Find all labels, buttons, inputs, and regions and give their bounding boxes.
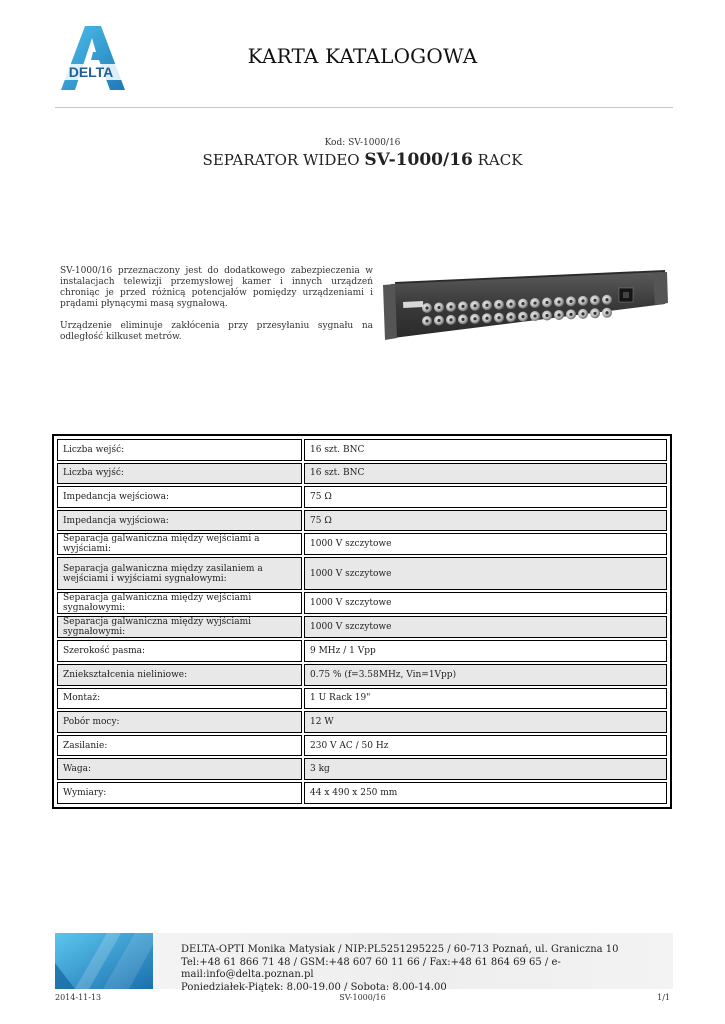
- spec-row: [57, 735, 667, 757]
- delta-logo: [55, 24, 127, 94]
- spec-label: Zasilanie:: [57, 735, 302, 757]
- spec-row: [57, 486, 667, 508]
- spec-label: Separacja galwaniczna między wejściami sygnałowymi:: [57, 592, 302, 614]
- spec-row: [57, 439, 667, 461]
- spec-label: Waga:: [57, 758, 302, 780]
- header-divider: [55, 107, 673, 108]
- spec-value: 16 szt. BNC: [304, 463, 667, 485]
- spec-label: Separacja galwaniczna między zasilaniem a wejściami i wyjściami sygnałowymi:: [57, 557, 302, 590]
- spec-value: 1000 V szczytowe: [304, 533, 667, 555]
- spec-row: [57, 758, 667, 780]
- spec-row: [57, 557, 667, 590]
- spec-value: 1000 V szczytowe: [304, 592, 667, 614]
- spec-value: 9 MHz / 1 Vpp: [304, 640, 667, 662]
- description-paragraph-2: Urządzenie eliminuje zakłócenia przy przesyłaniu sygnału na odległość kilkuset metrów.: [60, 321, 373, 342]
- spec-row: [57, 782, 667, 804]
- spec-row: [57, 640, 667, 662]
- spec-value: 3 kg: [304, 758, 667, 780]
- company-contact: [181, 944, 671, 994]
- company-phones: Tel:+48 61 866 71 48 / GSM:+48 607 60 11 66 / Fax:+48 61 864 69 65 / e-mail:info@delta.poznan.pl: [181, 956, 561, 980]
- spec-row: [57, 463, 667, 485]
- spec-value: 75 Ω: [304, 510, 667, 532]
- spec-value: 75 Ω: [304, 486, 667, 508]
- spec-row: [57, 688, 667, 710]
- product-description: [60, 266, 373, 354]
- spec-label: Separacja galwaniczna między wyjściami sygnałowymi:: [57, 616, 302, 638]
- spec-value: 16 szt. BNC: [304, 439, 667, 461]
- spec-label: Pobór mocy:: [57, 711, 302, 733]
- spec-value: 44 x 490 x 250 mm: [304, 782, 667, 804]
- spec-label: Montaż:: [57, 688, 302, 710]
- spec-row: [57, 510, 667, 532]
- print-date: 2014-11-13: [55, 993, 102, 1002]
- spec-value: 0.75 % (f=3.58MHz, Vin=1Vpp): [304, 664, 667, 686]
- spec-label: Impedancja wyjściowa:: [57, 510, 302, 532]
- product-title: [0, 150, 725, 170]
- product-image: [381, 268, 668, 342]
- description-paragraph-1: SV-1000/16 przeznaczony jest do dodatkowego zabezpieczenia w instalacjach telewizji przemysłowej kamer i innych urządzeń chroniąc je przed różnicą potencjałów pomiędzy urządzeniami i prądami płynącymi masą sygnałową.: [60, 266, 373, 309]
- spec-row: [57, 616, 667, 638]
- code-label: Kod:: [324, 138, 346, 148]
- product-code-line: [0, 138, 725, 148]
- spec-label: Wymiary:: [57, 782, 302, 804]
- company-hours: Poniedziałek-Piątek: 8.00-19.00 / Sobota: 8.00-14.00: [181, 981, 447, 993]
- logo-text: DELTA: [68, 64, 114, 80]
- spec-label: Liczba wyjść:: [57, 463, 302, 485]
- spec-value: 1000 V szczytowe: [304, 616, 667, 638]
- product-name-prefix: SEPARATOR WIDEO: [202, 151, 360, 169]
- spec-label: Zniekształcenia nieliniowe:: [57, 664, 302, 686]
- spec-value: 12 W: [304, 711, 667, 733]
- page-number: 1/1: [657, 993, 670, 1002]
- product-code: SV-1000/16: [348, 138, 401, 148]
- company-address: DELTA-OPTI Monika Matysiak / NIP:PL5251295225 / 60-713 Poznań, ul. Graniczna 10: [181, 944, 619, 955]
- spec-label: Separacja galwaniczna między wejściami a wyjściami:: [57, 533, 302, 555]
- specification-table: [52, 434, 672, 809]
- document-title: KARTA KATALOGOWA: [247, 44, 478, 68]
- spec-label: Impedancja wejściowa:: [57, 486, 302, 508]
- spec-row: [57, 592, 667, 614]
- spec-row: [57, 711, 667, 733]
- product-name-suffix: RACK: [477, 151, 523, 169]
- footer-logo-graphic: [55, 933, 153, 989]
- spec-row: [57, 533, 667, 555]
- spec-label: Szerokość pasma:: [57, 640, 302, 662]
- spec-value: 230 V AC / 50 Hz: [304, 735, 667, 757]
- footer-product-code: SV-1000/16: [339, 993, 386, 1002]
- product-model: SV-1000/16: [364, 150, 473, 170]
- spec-label: Liczba wejść:: [57, 439, 302, 461]
- spec-row: [57, 664, 667, 686]
- spec-value: 1 U Rack 19": [304, 688, 667, 710]
- spec-value: 1000 V szczytowe: [304, 557, 667, 590]
